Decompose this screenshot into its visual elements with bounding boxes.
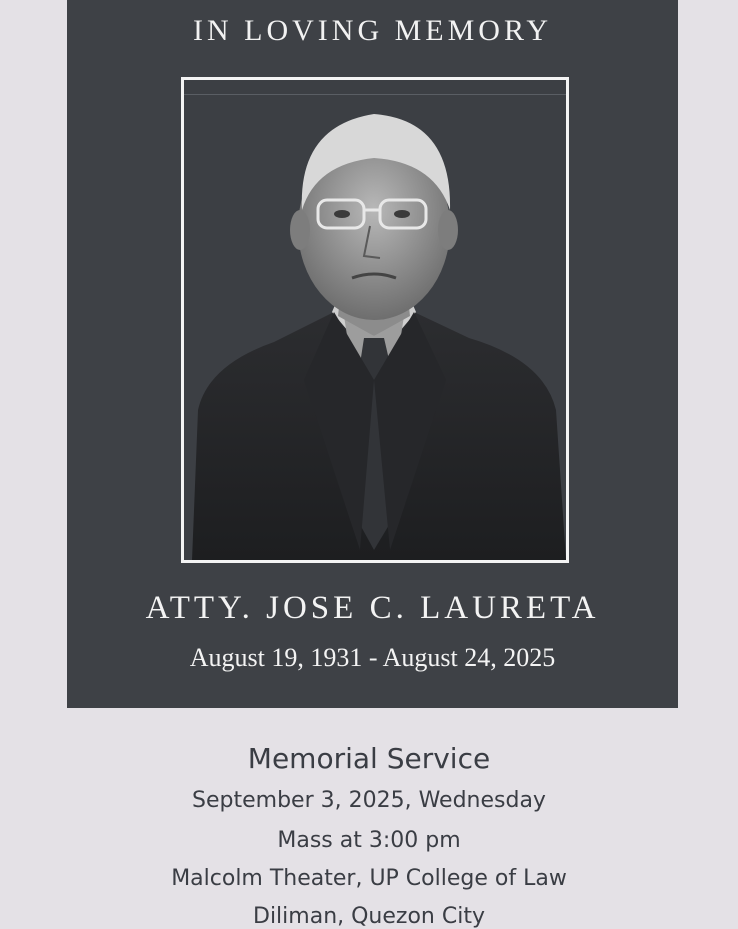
deceased-name: ATTY. JOSE C. LAURETA (145, 590, 600, 626)
service-venue: Malcolm Theater, UP College of Law (171, 866, 567, 891)
service-location: Diliman, Quezon City (253, 904, 485, 929)
memorial-service-title: Memorial Service (247, 742, 491, 775)
service-date: September 3, 2025, Wednesday (192, 788, 546, 813)
mass-time: Mass at 3:00 pm (277, 828, 461, 853)
portrait-photo (181, 77, 569, 563)
memorial-heading: IN LOVING MEMORY (193, 14, 552, 47)
life-dates: August 19, 1931 - August 24, 2025 (189, 643, 556, 672)
portrait-illustration (184, 80, 566, 560)
memorial-card (67, 0, 678, 708)
